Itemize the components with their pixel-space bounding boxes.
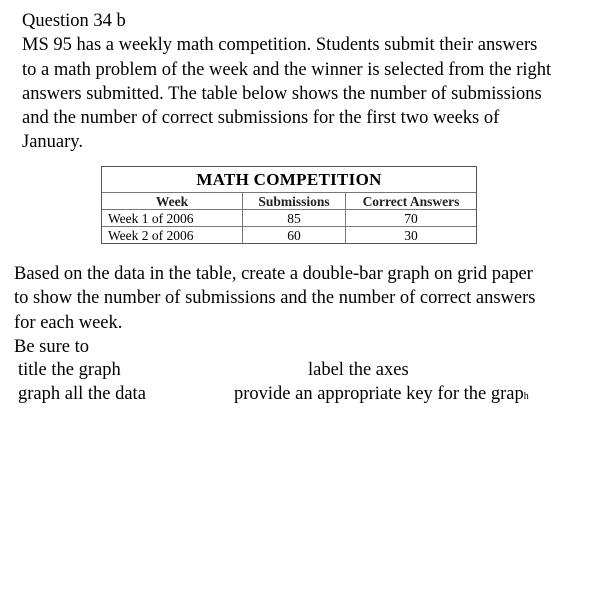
instruction-line: for each week. bbox=[14, 312, 123, 333]
math-competition-table bbox=[101, 166, 477, 244]
cell-correct: 70 bbox=[346, 210, 477, 227]
question-number: Question 34 b bbox=[22, 11, 126, 31]
header-correct-answers: Correct Answers bbox=[346, 193, 477, 210]
be-sure-to: Be sure to bbox=[14, 336, 90, 357]
intro-line: and the number of correct submissions for the first two weeks of bbox=[22, 108, 500, 129]
intro-line: to a math problem of the week and the winner is selected from the right bbox=[22, 59, 552, 80]
provide-key-tail: h bbox=[523, 391, 529, 403]
cell-week: Week 1 of 2006 bbox=[102, 210, 243, 227]
table-title: MATH COMPETITION bbox=[196, 170, 382, 189]
cell-submissions: 85 bbox=[243, 210, 346, 227]
intro-line: MS 95 has a weekly math competition. Students submit their answers bbox=[22, 35, 538, 56]
cell-correct: 30 bbox=[346, 227, 477, 244]
item-graph-data: graph all the data bbox=[18, 384, 146, 405]
table-header-row bbox=[102, 193, 476, 210]
instruction-line: Based on the data in the table, create a double-bar graph on grid paper bbox=[14, 264, 533, 284]
header-week: Week bbox=[102, 193, 243, 210]
instructions bbox=[14, 262, 598, 359]
checklist-row bbox=[18, 382, 598, 406]
header-submissions: Submissions bbox=[243, 193, 346, 210]
question-intro bbox=[22, 9, 598, 155]
cell-submissions: 60 bbox=[243, 227, 346, 244]
intro-line: answers submitted. The table below shows the number of submissions bbox=[22, 83, 542, 104]
item-title-graph: title the graph bbox=[18, 360, 121, 380]
data-table bbox=[102, 192, 476, 243]
item-label-axes: label the axes bbox=[308, 360, 409, 380]
table-row bbox=[102, 227, 476, 244]
provide-key-text: provide an appropriate key for the grap bbox=[234, 384, 524, 405]
instruction-line: to show the number of submissions and the number of correct answers bbox=[14, 288, 536, 309]
item-provide-key bbox=[234, 382, 529, 409]
intro-line: January. bbox=[22, 132, 83, 153]
cell-week: Week 2 of 2006 bbox=[102, 227, 243, 244]
table-row bbox=[102, 210, 476, 227]
checklist bbox=[18, 358, 598, 407]
checklist-row bbox=[18, 358, 598, 382]
